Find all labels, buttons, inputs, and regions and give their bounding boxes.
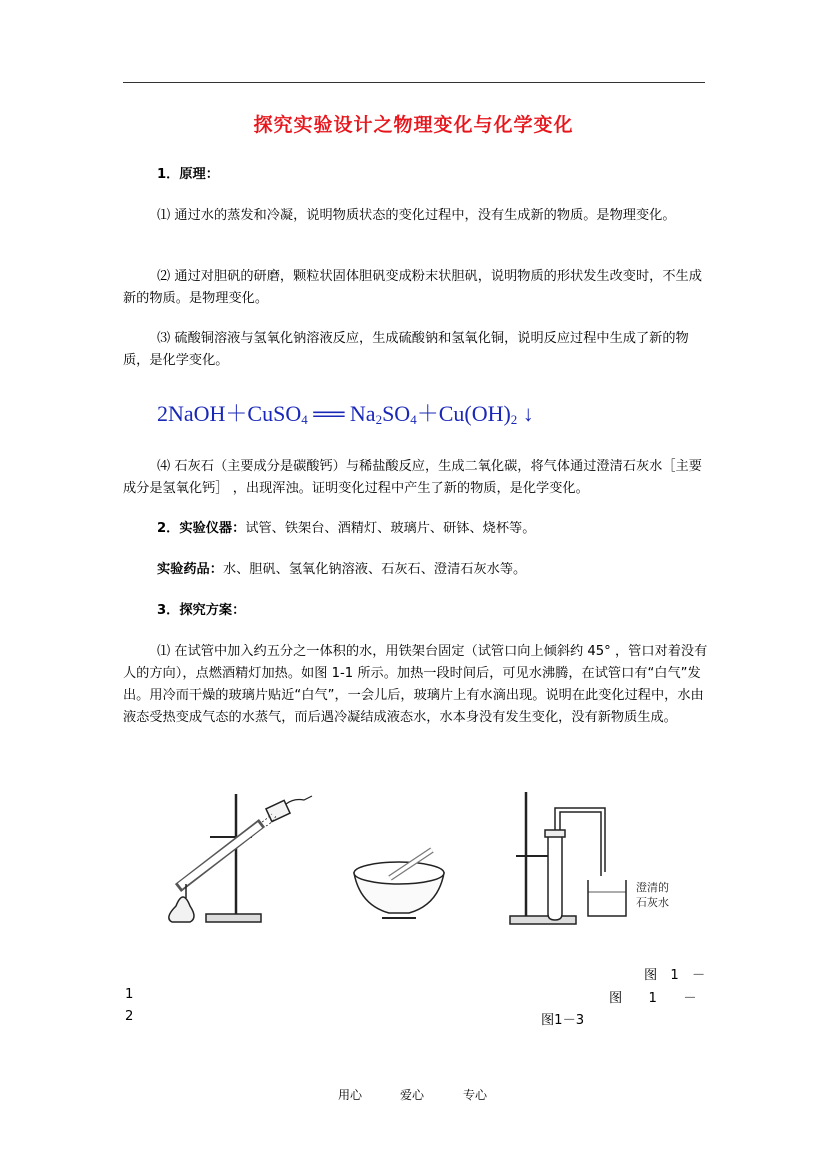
footer-text-1: 用心 [338, 1088, 363, 1102]
footer-text-3: 专心 [463, 1088, 488, 1102]
page-title: 探究实验设计之物理变化与化学变化 [253, 114, 574, 136]
caption-figure-1-2b: 2 [125, 1009, 134, 1024]
section-plan-heading: 3．探究方案： [157, 603, 246, 618]
figure-1-3-limewater [510, 792, 626, 924]
figure-1-1-heating-tube [169, 794, 312, 922]
caption-figure-1-1b: 1 [125, 987, 134, 1002]
header-rule [123, 82, 705, 83]
section-principle-heading: 1．原理： [157, 167, 219, 182]
paragraph-2: ⑵ 通过对胆矾的研磨，颗粒状固体胆矾变成粉末状胆矾，说明物质的形状发生改变时，不生成新的物质。是物理变化。 [123, 269, 702, 306]
caption-figure-1-1a: 图 1 － [644, 968, 706, 983]
paragraph-3: ⑶ 硫酸铜溶液与氢氧化钠溶液反应，生成硫酸钠和氢氧化铜，说明反应过程中生成了新的物质，是化学变化。 [123, 331, 689, 368]
beaker-label-line2: 石灰水 [636, 896, 669, 909]
caption-figure-1-2a: 图 1 － [609, 991, 697, 1006]
paragraph-4: ⑷ 石灰石（主要成分是碳酸钙）与稀盐酸反应，生成二氧化碳，将气体通过澄清石灰水［主要成分是氢氧化钙］ ，出现浑浊。证明变化过程中产生了新的物质，是化学变化。 [123, 459, 702, 496]
paragraph-1: ⑴ 通过水的蒸发和冷凝，说明物质状态的变化过程中，没有生成新的物质。是物理变化。 [157, 208, 676, 223]
beaker-label-line1: 澄清的 [636, 881, 669, 894]
paragraph-5: ⑴ 在试管中加入约五分之一体积的水，用铁架台固定（试管口向上倾斜约 45° ，管口对着没有人的方向），点燃酒精灯加热。如图 1-1 所示。加热一段时间后，可见水沸腾，在试管口有“白气”发出。用冷而干燥的玻璃片贴近“白气”，一会儿后，玻璃片上有水滴出现。说明在此变化过程中，水由液态受热变成气态的水蒸气，而后遇冷凝结成液态水，水本身没有发生变化，没有新物质生成。 [123, 644, 708, 725]
footer-text-2: 爱心 [400, 1088, 425, 1102]
figure-1-2-mortar [354, 850, 444, 918]
section-instruments: 2．实验仪器：试管、铁架台、酒精灯、玻璃片、研钵、烧杯等。 [157, 521, 536, 536]
experiment-figures [0, 780, 827, 940]
chemical-equation: 2NaOH＋CuSO$_4$ ══ $Na_2SO_4+Cu(OH)_2$ ↓ [157, 401, 534, 427]
caption-figure-1-3: 图1－3 [541, 1013, 585, 1028]
section-drugs: 实验药品：水、胆矾、氢氧化钠溶液、石灰石、澄清石灰水等。 [157, 562, 527, 577]
